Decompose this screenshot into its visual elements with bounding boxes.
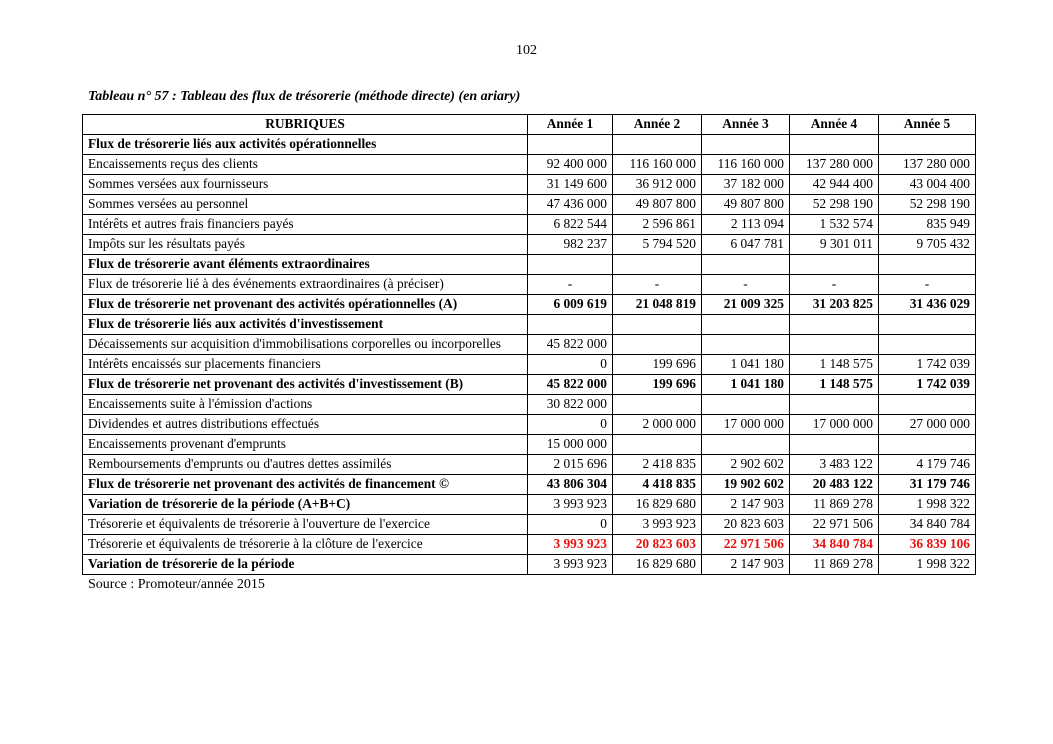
row-label: Flux de trésorerie net provenant des activités opérationnelles (A) xyxy=(83,295,528,315)
row-label: Flux de trésorerie net provenant des activités de financement © xyxy=(83,475,528,495)
table-row xyxy=(83,295,976,315)
cell-annee-3: 2 113 094 xyxy=(702,215,790,235)
table-row xyxy=(83,515,976,535)
cell-annee-3: 1 041 180 xyxy=(702,375,790,395)
cell-annee-2: 21 048 819 xyxy=(613,295,702,315)
header-annee-2: Année 2 xyxy=(613,115,702,135)
cell-annee-1 xyxy=(528,135,613,155)
cell-annee-1: 45 822 000 xyxy=(528,375,613,395)
row-label: Flux de trésorerie liés aux activités d'investissement xyxy=(83,315,528,335)
cell-annee-4: - xyxy=(790,275,879,295)
cell-annee-5: - xyxy=(879,275,976,295)
row-label: Variation de trésorerie de la période xyxy=(83,555,528,575)
cell-annee-2: 4 418 835 xyxy=(613,475,702,495)
cell-annee-1: 3 993 923 xyxy=(528,535,613,555)
cell-annee-3 xyxy=(702,135,790,155)
cell-annee-3: 20 823 603 xyxy=(702,515,790,535)
table-row xyxy=(83,335,976,355)
cell-annee-1: 43 806 304 xyxy=(528,475,613,495)
row-label: Flux de trésorerie liés aux activités opérationnelles xyxy=(83,135,528,155)
header-annee-4: Année 4 xyxy=(790,115,879,135)
cell-annee-2: 2 418 835 xyxy=(613,455,702,475)
cell-annee-5: 1 998 322 xyxy=(879,495,976,515)
cell-annee-5 xyxy=(879,135,976,155)
cell-annee-2: 49 807 800 xyxy=(613,195,702,215)
cell-annee-4: 1 148 575 xyxy=(790,375,879,395)
cell-annee-5: 9 705 432 xyxy=(879,235,976,255)
row-label: Flux de trésorerie lié à des événements extraordinaires (à préciser) xyxy=(83,275,528,295)
cell-annee-3: 2 902 602 xyxy=(702,455,790,475)
cell-annee-5: 137 280 000 xyxy=(879,155,976,175)
cell-annee-3: 37 182 000 xyxy=(702,175,790,195)
cell-annee-5 xyxy=(879,315,976,335)
cell-annee-5 xyxy=(879,335,976,355)
cell-annee-3: 6 047 781 xyxy=(702,235,790,255)
cell-annee-5: 31 436 029 xyxy=(879,295,976,315)
cell-annee-2: 3 993 923 xyxy=(613,515,702,535)
table-row xyxy=(83,555,976,575)
cell-annee-2 xyxy=(613,135,702,155)
cell-annee-1: 2 015 696 xyxy=(528,455,613,475)
header-annee-1: Année 1 xyxy=(528,115,613,135)
cell-annee-2: - xyxy=(613,275,702,295)
cell-annee-5: 4 179 746 xyxy=(879,455,976,475)
cell-annee-2: 5 794 520 xyxy=(613,235,702,255)
cell-annee-5: 1 998 322 xyxy=(879,555,976,575)
cell-annee-4: 11 869 278 xyxy=(790,495,879,515)
cell-annee-2: 16 829 680 xyxy=(613,555,702,575)
table-row xyxy=(83,435,976,455)
table-row xyxy=(83,175,976,195)
cell-annee-3: 2 147 903 xyxy=(702,495,790,515)
row-label: Remboursements d'emprunts ou d'autres dettes assimilés xyxy=(83,455,528,475)
cell-annee-4: 9 301 011 xyxy=(790,235,879,255)
cell-annee-3: 116 160 000 xyxy=(702,155,790,175)
cell-annee-4 xyxy=(790,435,879,455)
cash-flow-table xyxy=(82,114,976,575)
table-row xyxy=(83,495,976,515)
cell-annee-1 xyxy=(528,315,613,335)
cell-annee-1: 31 149 600 xyxy=(528,175,613,195)
cell-annee-4 xyxy=(790,335,879,355)
cell-annee-3: - xyxy=(702,275,790,295)
cell-annee-1: 3 993 923 xyxy=(528,495,613,515)
cell-annee-5: 31 179 746 xyxy=(879,475,976,495)
cell-annee-4: 52 298 190 xyxy=(790,195,879,215)
cell-annee-1: 3 993 923 xyxy=(528,555,613,575)
table-row xyxy=(83,215,976,235)
cell-annee-2 xyxy=(613,335,702,355)
cell-annee-2: 16 829 680 xyxy=(613,495,702,515)
cell-annee-4: 34 840 784 xyxy=(790,535,879,555)
cell-annee-1: 30 822 000 xyxy=(528,395,613,415)
header-annee-5: Année 5 xyxy=(879,115,976,135)
cell-annee-5 xyxy=(879,255,976,275)
table-source: Source : Promoteur/année 2015 xyxy=(88,577,265,592)
cell-annee-3: 21 009 325 xyxy=(702,295,790,315)
row-label: Encaissements reçus des clients xyxy=(83,155,528,175)
row-label: Encaissements suite à l'émission d'actions xyxy=(83,395,528,415)
cell-annee-2: 36 912 000 xyxy=(613,175,702,195)
table-row xyxy=(83,415,976,435)
row-label: Sommes versées au personnel xyxy=(83,195,528,215)
table-row xyxy=(83,255,976,275)
row-label: Trésorerie et équivalents de trésorerie à la clôture de l'exercice xyxy=(83,535,528,555)
cell-annee-2 xyxy=(613,255,702,275)
table-row xyxy=(83,455,976,475)
cell-annee-2: 2 596 861 xyxy=(613,215,702,235)
row-label: Décaissements sur acquisition d'immobilisations corporelles ou incorporelles xyxy=(83,335,528,355)
row-label: Intérêts et autres frais financiers payés xyxy=(83,215,528,235)
row-label: Trésorerie et équivalents de trésorerie à l'ouverture de l'exercice xyxy=(83,515,528,535)
table-row xyxy=(83,375,976,395)
cell-annee-5: 1 742 039 xyxy=(879,355,976,375)
table-row xyxy=(83,195,976,215)
row-label: Impôts sur les résultats payés xyxy=(83,235,528,255)
cell-annee-3: 49 807 800 xyxy=(702,195,790,215)
cell-annee-3 xyxy=(702,255,790,275)
row-label: Intérêts encaissés sur placements financiers xyxy=(83,355,528,375)
cell-annee-2: 2 000 000 xyxy=(613,415,702,435)
cell-annee-2: 20 823 603 xyxy=(613,535,702,555)
header-rubriques: RUBRIQUES xyxy=(83,115,528,135)
cell-annee-5: 36 839 106 xyxy=(879,535,976,555)
cell-annee-5: 27 000 000 xyxy=(879,415,976,435)
cell-annee-5: 34 840 784 xyxy=(879,515,976,535)
cell-annee-4: 31 203 825 xyxy=(790,295,879,315)
cell-annee-4 xyxy=(790,255,879,275)
cell-annee-1: 6 822 544 xyxy=(528,215,613,235)
cell-annee-5: 52 298 190 xyxy=(879,195,976,215)
cell-annee-3 xyxy=(702,395,790,415)
cell-annee-1 xyxy=(528,255,613,275)
table-row xyxy=(83,535,976,555)
cell-annee-3: 1 041 180 xyxy=(702,355,790,375)
table-caption: Tableau n° 57 : Tableau des flux de trésorerie (méthode directe) (en ariary) xyxy=(88,89,521,104)
cell-annee-4: 1 148 575 xyxy=(790,355,879,375)
cell-annee-1: 47 436 000 xyxy=(528,195,613,215)
cell-annee-1: 0 xyxy=(528,355,613,375)
cell-annee-4: 1 532 574 xyxy=(790,215,879,235)
cell-annee-3: 22 971 506 xyxy=(702,535,790,555)
cell-annee-3 xyxy=(702,335,790,355)
table-row xyxy=(83,395,976,415)
cell-annee-5: 835 949 xyxy=(879,215,976,235)
cell-annee-2 xyxy=(613,395,702,415)
cell-annee-4: 137 280 000 xyxy=(790,155,879,175)
cell-annee-2: 199 696 xyxy=(613,355,702,375)
cell-annee-1: 6 009 619 xyxy=(528,295,613,315)
header-annee-3: Année 3 xyxy=(702,115,790,135)
row-label: Dividendes et autres distributions effectués xyxy=(83,415,528,435)
table-row xyxy=(83,315,976,335)
row-label: Flux de trésorerie net provenant des activités d'investissement (B) xyxy=(83,375,528,395)
row-label: Flux de trésorerie avant éléments extraordinaires xyxy=(83,255,528,275)
cell-annee-1: 0 xyxy=(528,515,613,535)
cell-annee-3 xyxy=(702,315,790,335)
page-number: 102 xyxy=(516,43,537,58)
cell-annee-2: 199 696 xyxy=(613,375,702,395)
row-label: Variation de trésorerie de la période (A+B+C) xyxy=(83,495,528,515)
table-row xyxy=(83,355,976,375)
cell-annee-4: 20 483 122 xyxy=(790,475,879,495)
cell-annee-1: 92 400 000 xyxy=(528,155,613,175)
cell-annee-1: 0 xyxy=(528,415,613,435)
cell-annee-1: 15 000 000 xyxy=(528,435,613,455)
cell-annee-3 xyxy=(702,435,790,455)
row-label: Encaissements provenant d'emprunts xyxy=(83,435,528,455)
cell-annee-5 xyxy=(879,395,976,415)
cell-annee-2: 116 160 000 xyxy=(613,155,702,175)
cell-annee-1: 982 237 xyxy=(528,235,613,255)
cell-annee-4: 11 869 278 xyxy=(790,555,879,575)
cell-annee-5: 43 004 400 xyxy=(879,175,976,195)
cell-annee-1: 45 822 000 xyxy=(528,335,613,355)
table-row xyxy=(83,135,976,155)
cell-annee-4 xyxy=(790,315,879,335)
cell-annee-3: 17 000 000 xyxy=(702,415,790,435)
cell-annee-1: - xyxy=(528,275,613,295)
cell-annee-5 xyxy=(879,435,976,455)
row-label: Sommes versées aux fournisseurs xyxy=(83,175,528,195)
cell-annee-5: 1 742 039 xyxy=(879,375,976,395)
cell-annee-4: 42 944 400 xyxy=(790,175,879,195)
table-row xyxy=(83,275,976,295)
cell-annee-4 xyxy=(790,135,879,155)
cell-annee-4: 3 483 122 xyxy=(790,455,879,475)
cell-annee-4 xyxy=(790,395,879,415)
cell-annee-4: 17 000 000 xyxy=(790,415,879,435)
table-row xyxy=(83,475,976,495)
cell-annee-4: 22 971 506 xyxy=(790,515,879,535)
table-row xyxy=(83,155,976,175)
cell-annee-3: 2 147 903 xyxy=(702,555,790,575)
cell-annee-2 xyxy=(613,435,702,455)
table-header-row xyxy=(83,115,976,135)
cell-annee-3: 19 902 602 xyxy=(702,475,790,495)
table-row xyxy=(83,235,976,255)
cell-annee-2 xyxy=(613,315,702,335)
